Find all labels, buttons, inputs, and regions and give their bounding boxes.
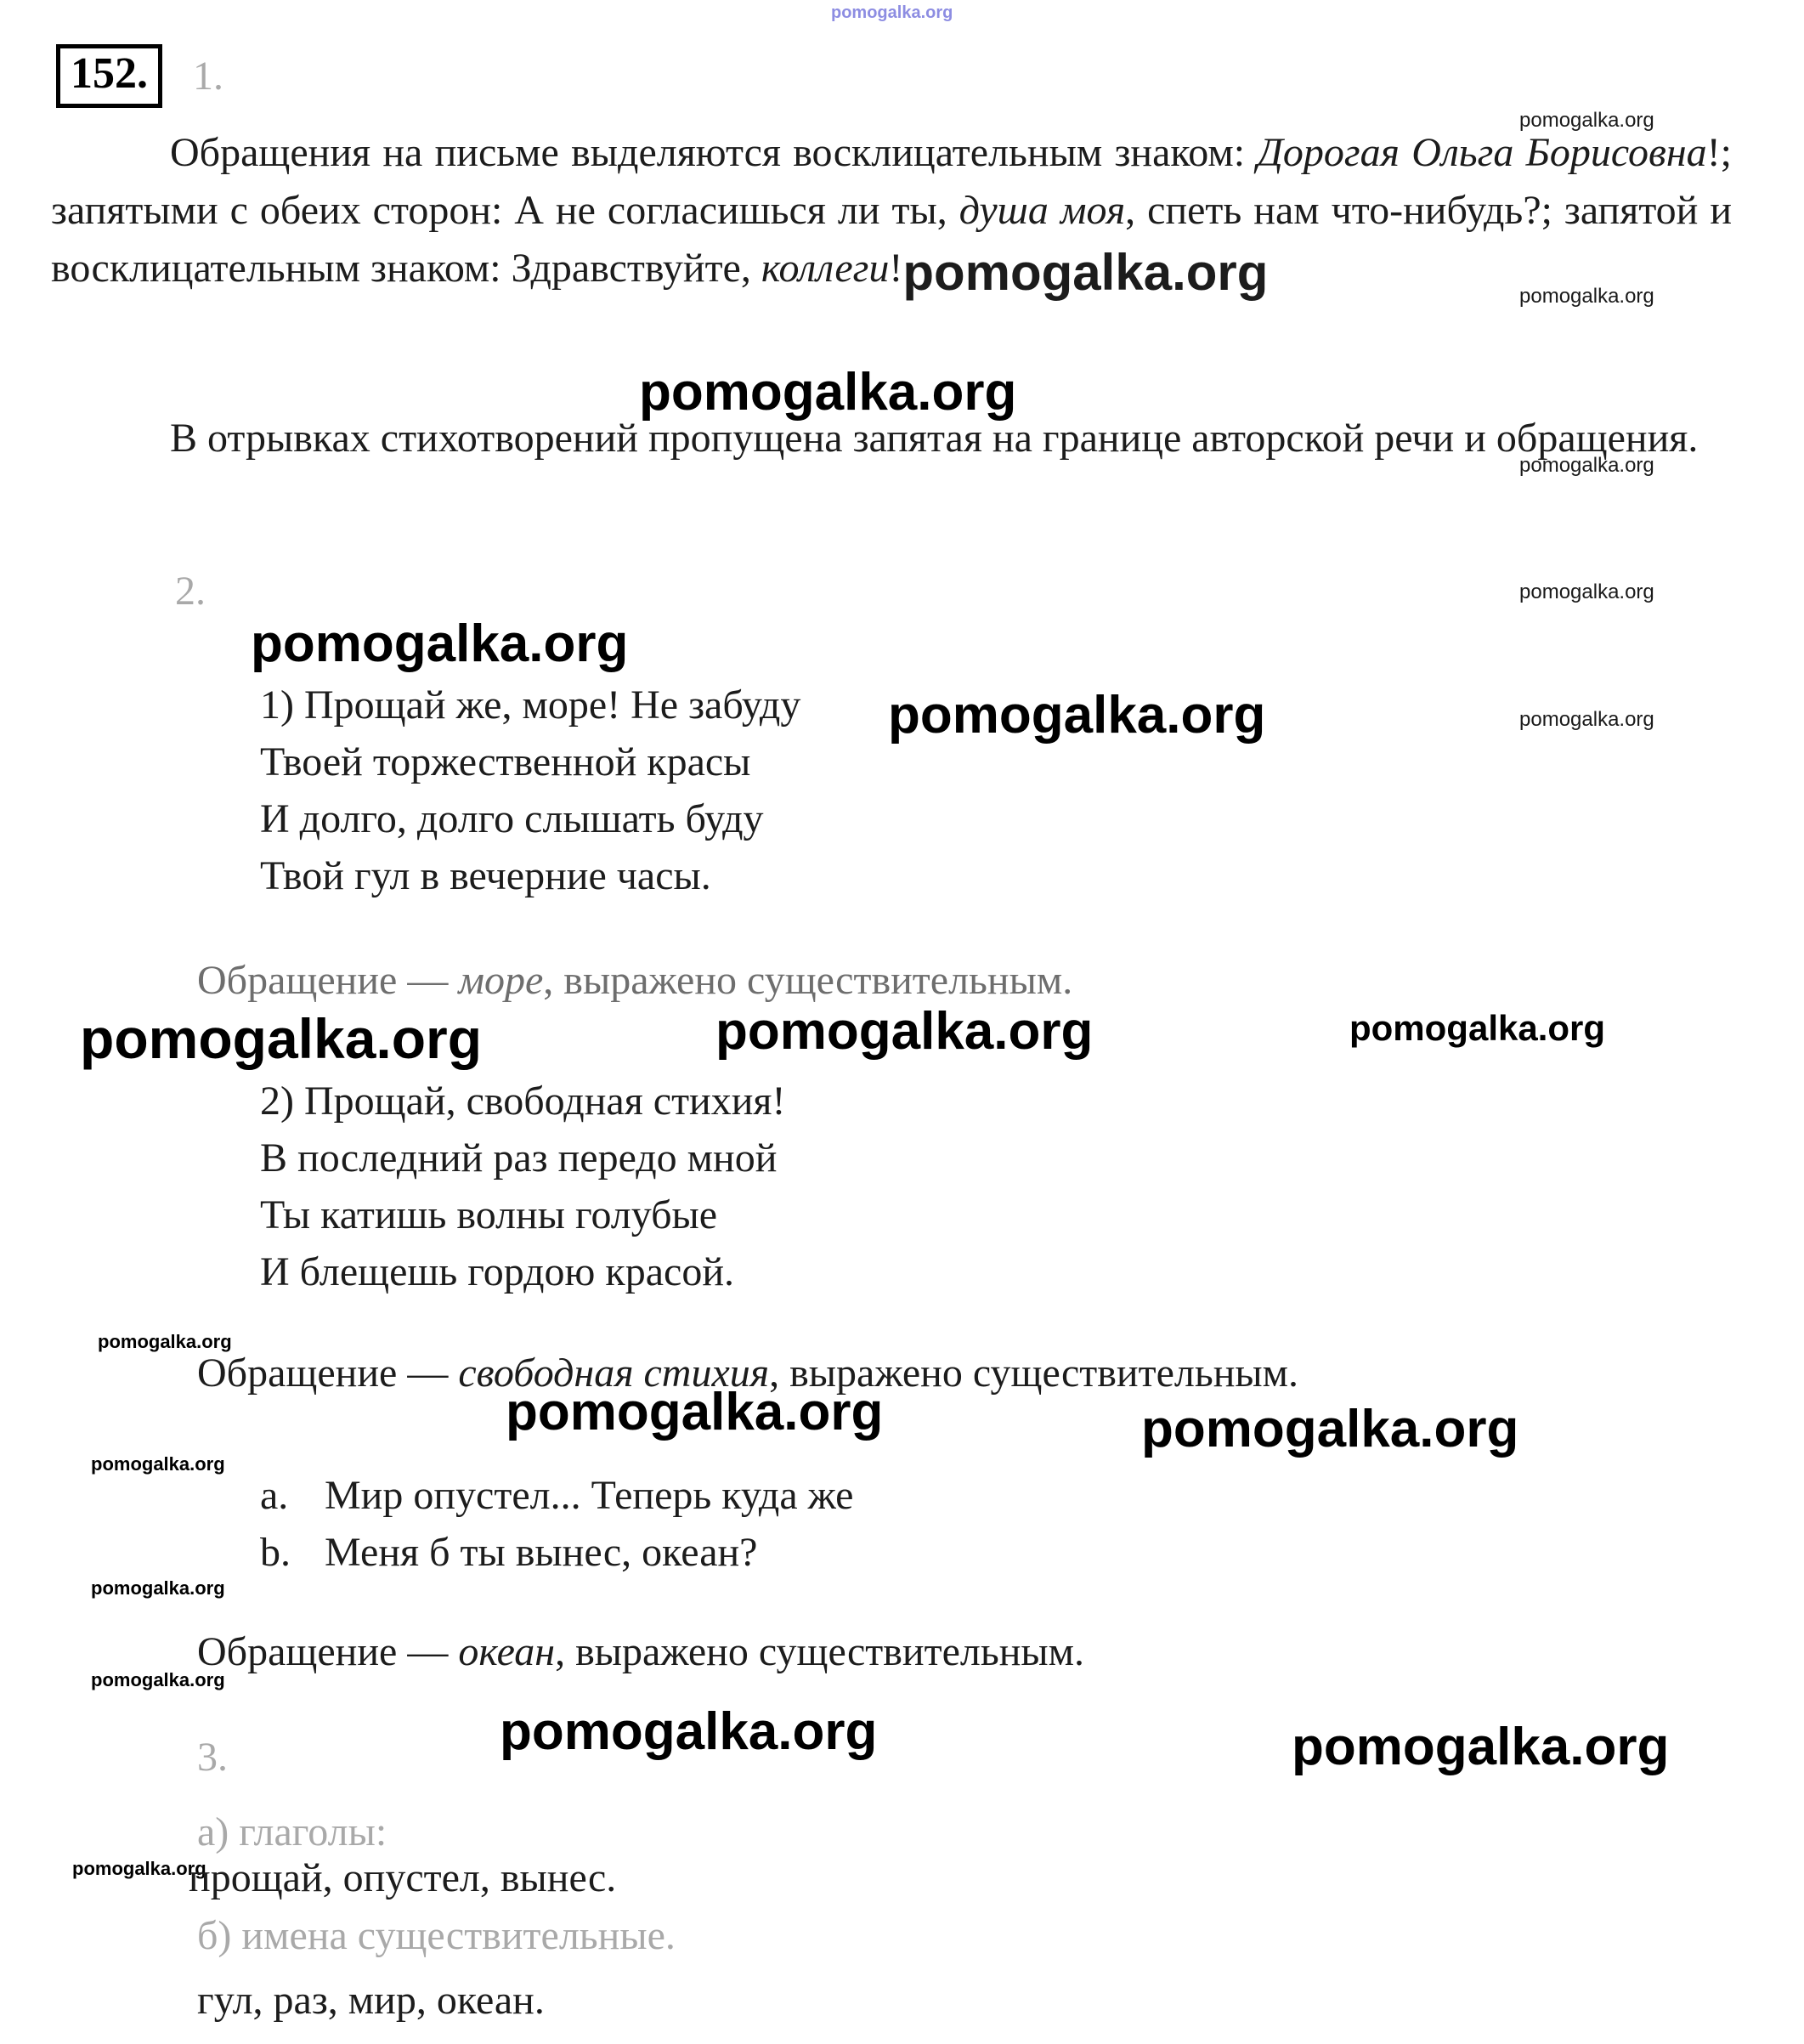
- quote-item-a-marker: a.: [260, 1473, 289, 1518]
- answer-2-prefix: Обращение —: [197, 1350, 459, 1396]
- part3-label: 3.: [197, 1735, 228, 1780]
- watermark-left-tiny-5: pomogalka.org: [72, 1858, 206, 1879]
- part3-verbs-label: а) глаголы:: [197, 1809, 387, 1854]
- answer-3-suffix: , выражено существительным.: [555, 1629, 1085, 1674]
- answer-3-term: океан: [458, 1629, 556, 1674]
- answer-3-prefix: Обращение —: [197, 1629, 459, 1674]
- answer-1: [197, 957, 1072, 1004]
- watermark-row1-left: pomogalka.org: [80, 1007, 483, 1070]
- answer-2-term: свободная стихия: [458, 1350, 770, 1396]
- watermark-top: pomogalka.org: [831, 3, 953, 22]
- quote-item-b: [260, 1524, 853, 1581]
- poem-1-line-3: И долго, долго слышать буду: [260, 796, 764, 841]
- intro-seg-italic-1: Дорогая Ольга Борисовна: [1257, 130, 1707, 175]
- watermark-left-tiny-2: pomogalka.org: [91, 1453, 225, 1475]
- poem-1-line-2: Твоей торжественной красы: [260, 739, 751, 784]
- answer-3: [197, 1628, 1084, 1675]
- intro-paragraph: [51, 124, 1733, 301]
- quote-item-a-text: Мир опустел... Теперь куда же: [325, 1473, 854, 1518]
- poem-2-line-1: 2) Прощай, свободная стихия!: [260, 1079, 786, 1124]
- watermark-right-2: pomogalka.org: [1519, 285, 1654, 308]
- poem-1: [260, 677, 800, 904]
- watermark-inline-intro: pomogalka.org: [902, 244, 1269, 301]
- intro-seg-normal-4: !: [889, 246, 903, 291]
- watermark-right-1: pomogalka.org: [1519, 109, 1654, 132]
- watermark-center-1: pomogalka.org: [639, 363, 1017, 422]
- watermark-left-tiny-1: pomogalka.org: [98, 1331, 232, 1352]
- exercise-number: 152.: [71, 49, 148, 98]
- quote-item-a: [260, 1467, 853, 1524]
- watermark-left-tiny-3: pomogalka.org: [91, 1577, 225, 1599]
- poem-2-line-3: Ты катишь волны голубые: [260, 1192, 718, 1237]
- poem-2-line-2: В последний раз передо мной: [260, 1135, 778, 1181]
- answer-1-term: море: [458, 958, 544, 1003]
- task-paragraph: В отрывках стихотворений пропущена запятая на границе авторской речи и обращения.: [170, 416, 1699, 461]
- watermark-poem1-top: pomogalka.org: [251, 614, 629, 673]
- part2-label: 2.: [175, 569, 206, 614]
- quote-item-b-text: Меня б ты вынес, океан?: [325, 1530, 758, 1575]
- quote-item-b-marker: b.: [260, 1530, 291, 1575]
- poem-1-line-1: 1) Прощай же, море! Не забуду: [260, 682, 801, 728]
- part3-nouns-answer: гул, раз, мир, океан.: [197, 1978, 545, 2023]
- exercise-number-box: [56, 44, 162, 108]
- answer-2-suffix: , выражено существительным.: [769, 1350, 1299, 1396]
- intro-seg-italic-3: коллеги: [761, 246, 890, 291]
- watermark-right-5: pomogalka.org: [1519, 708, 1654, 731]
- poem-2-line-4: И блещешь гордою красой.: [260, 1249, 735, 1294]
- intro-seg-normal-3: , спеть нам что-нибудь?; запятой и восклицательным знаком: Здравствуйте,: [51, 188, 1733, 291]
- part3-nouns-label: б) имена существительные.: [197, 1913, 676, 1958]
- watermark-row1-center: pomogalka.org: [715, 1002, 1094, 1061]
- watermark-right-4: pomogalka.org: [1519, 580, 1654, 603]
- part3-verbs-answer: прощай, опустел, вынес.: [189, 1855, 617, 1900]
- watermark-right-3: pomogalka.org: [1519, 454, 1654, 477]
- poem-2: [260, 1073, 786, 1300]
- answer-1-suffix: , выражено существительным.: [543, 958, 1073, 1003]
- poem-1-line-4: Твой гул в вечерние часы.: [260, 853, 711, 898]
- intro-seg-italic-2: душа моя: [959, 188, 1126, 233]
- answer-1-prefix: Обращение —: [197, 958, 459, 1003]
- intro-seg-normal-2: !; запятыми с обеих сторон: А не согласишься ли ты,: [51, 130, 1733, 233]
- watermark-row3-left: pomogalka.org: [500, 1702, 878, 1761]
- watermark-left-tiny-4: pomogalka.org: [91, 1669, 225, 1690]
- part1-label: 1.: [193, 54, 223, 99]
- watermark-row3-right: pomogalka.org: [1292, 1718, 1670, 1776]
- watermark-poem1-inline: pomogalka.org: [888, 686, 1266, 745]
- intro-seg-normal-1: Обращения на письме выделяются восклицательным знаком:: [170, 130, 1258, 175]
- watermark-row2-right: pomogalka.org: [1141, 1400, 1519, 1458]
- watermark-row1-right: pomogalka.org: [1349, 1008, 1606, 1048]
- watermark-row2-left: pomogalka.org: [506, 1383, 884, 1441]
- quote-list: [260, 1467, 853, 1581]
